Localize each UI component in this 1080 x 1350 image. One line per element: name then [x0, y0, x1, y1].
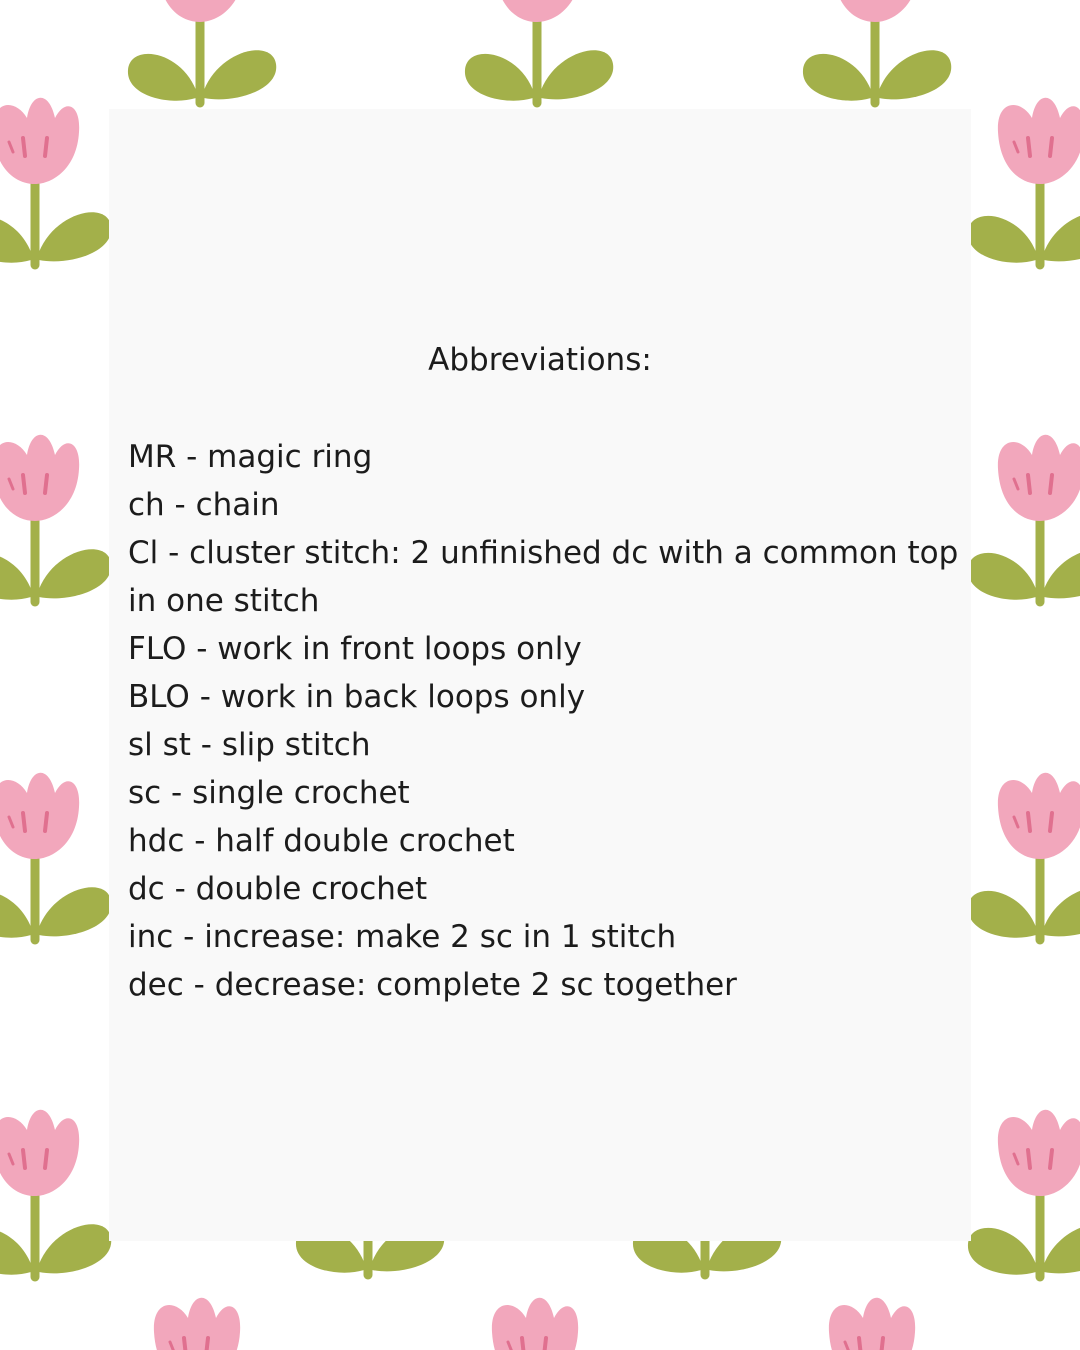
list-item: dec - decrease: complete 2 sc together: [128, 967, 737, 1003]
tulip-icon: [968, 98, 1080, 265]
list-item: sc - single crochet: [128, 775, 410, 811]
tulip-icon: [462, 1298, 610, 1350]
tulip-icon: [124, 1298, 272, 1350]
list-item: in one stitch: [128, 583, 320, 619]
list-item: hdc - half double crochet: [128, 823, 515, 859]
tulip-icon: [0, 1110, 111, 1277]
abbreviation-list: [128, 433, 968, 1009]
tulip-icon: [0, 435, 111, 602]
list-item: ch - chain: [128, 487, 280, 523]
tulip-icon: [968, 1110, 1080, 1277]
tulip-icon: [0, 773, 111, 940]
page-title: Abbreviations:: [428, 342, 652, 378]
list-item: BLO - work in back loops only: [128, 679, 586, 715]
list-item: FLO - work in front loops only: [128, 631, 582, 667]
tulip-icon: [968, 435, 1080, 602]
list-item: MR - magic ring: [128, 439, 373, 475]
tulip-icon: [128, 0, 276, 103]
list-item: inc - increase: make 2 sc in 1 stitch: [128, 919, 677, 955]
list-item: dc - double crochet: [128, 871, 428, 907]
list-item: sl st - slip stitch: [128, 727, 371, 763]
tulip-icon: [803, 0, 951, 103]
tulip-icon: [465, 0, 613, 103]
tulip-icon: [0, 98, 111, 265]
tulip-icon: [799, 1298, 947, 1350]
tulip-icon: [968, 773, 1080, 940]
list-item: Cl - cluster stitch: 2 unfinished dc with a common top: [128, 535, 959, 571]
